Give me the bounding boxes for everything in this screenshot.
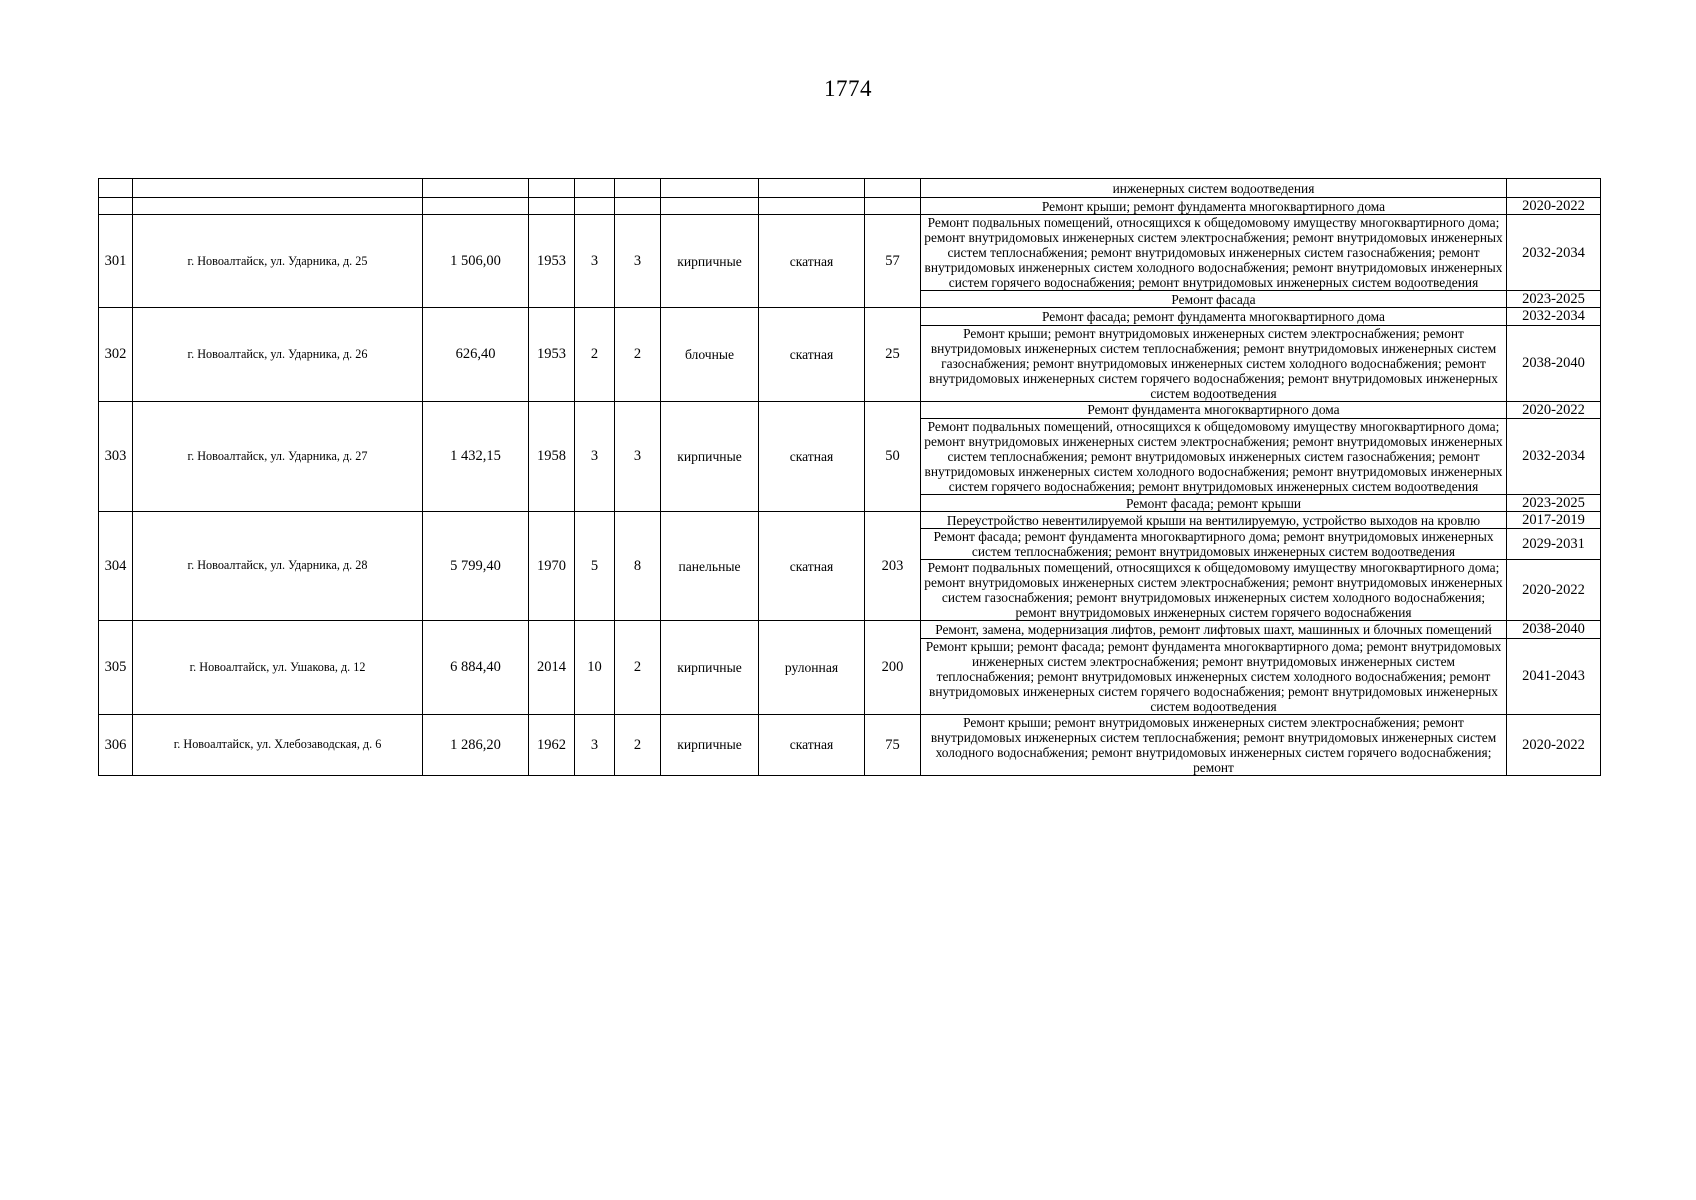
period-cell: 2029-2031 [1507,529,1601,560]
work-cell: Ремонт крыши; ремонт внутридомовых инженерных систем электроснабжения; ремонт внутридомовых инженерных систем теплоснабжения; ремонт внутридомовых инженерных систем газоснабжения; ремонт внутридомовых инженерных систем холодного водоснабжения; ремонт внутридомовых инженерных систем горячего водоснабжения; ремонт внутридомовых инженерных систем водоотведения [921,325,1507,401]
cell-blank [575,198,615,215]
address-cell: г. Новоалтайск, ул. Хлебозаводская, д. 6 [133,714,423,775]
work-cell: Переустройство невентилируемой крыши на вентилируемую, устройство выходов на кровлю [921,512,1507,529]
period-cell [1507,179,1601,198]
cell-blank [759,198,865,215]
record-number: 305 [99,621,133,714]
floors-cell: 2 [575,308,615,401]
year-built-cell: 1962 [529,714,575,775]
cell-blank [865,179,921,198]
roof-type-cell: скатная [759,308,865,401]
record-row [99,215,1601,291]
cell-blank [575,179,615,198]
period-cell: 2020-2022 [1507,401,1601,418]
record-row [99,308,1601,325]
roof-type-cell: скатная [759,401,865,511]
period-cell: 2038-2040 [1507,621,1601,638]
period-cell: 2023-2025 [1507,291,1601,308]
work-cell: Ремонт крыши; ремонт внутридомовых инженерных систем электроснабжения; ремонт внутридомовых инженерных систем теплоснабжения; ремонт внутридомовых инженерных систем холодного водоснабжения; ремонт внутридомовых инженерных систем горячего водоснабжения; ремонт [921,714,1507,775]
period-cell: 2017-2019 [1507,512,1601,529]
cell-blank [661,179,759,198]
address-cell: г. Новоалтайск, ул. Ударника, д. 26 [133,308,423,401]
cell-blank [759,179,865,198]
wall-material-cell: кирпичные [661,621,759,714]
period-cell: 2032-2034 [1507,418,1601,494]
area-cell: 1 286,20 [423,714,529,775]
record-number: 301 [99,215,133,308]
work-cell: Ремонт фасада [921,291,1507,308]
period-cell: 2020-2022 [1507,198,1601,215]
entrances-cell: 8 [615,512,661,621]
work-cell: Ремонт крыши; ремонт фасада; ремонт фундамента многоквартирного дома; ремонт внутридомовых инженерных систем электроснабжения; ремонт внутридомовых инженерных систем теплоснабжения; ремонт внутридомовых инженерных систем холодного водоснабжения; ремонт внутридомовых инженерных систем горячего водоснабжения; ремонт внутридомовых инженерных систем водоотведения [921,638,1507,714]
residents-cell: 25 [865,308,921,401]
year-built-cell: 1958 [529,401,575,511]
wall-material-cell: кирпичные [661,215,759,308]
period-cell: 2032-2034 [1507,308,1601,325]
cell-blank [133,179,423,198]
floors-cell: 3 [575,401,615,511]
period-cell: 2023-2025 [1507,494,1601,511]
cell-blank [423,179,529,198]
record-number: 304 [99,512,133,621]
roof-type-cell: скатная [759,215,865,308]
residents-cell: 203 [865,512,921,621]
housing-register-table [98,178,1601,776]
cell-blank [133,198,423,215]
record-row [99,512,1601,529]
entrances-cell: 3 [615,401,661,511]
residents-cell: 75 [865,714,921,775]
work-cell: Ремонт, замена, модернизация лифтов, ремонт лифтовых шахт, машинных и блочных помещений [921,621,1507,638]
cell-blank [615,179,661,198]
record-row [99,401,1601,418]
period-cell: 2020-2022 [1507,714,1601,775]
record-row [99,714,1601,775]
area-cell: 626,40 [423,308,529,401]
record-number: 303 [99,401,133,511]
work-cell: инженерных систем водоотведения [921,179,1507,198]
year-built-cell: 2014 [529,621,575,714]
wall-material-cell: кирпичные [661,714,759,775]
area-cell: 1 506,00 [423,215,529,308]
address-cell: г. Новоалтайск, ул. Ударника, д. 27 [133,401,423,511]
cell-blank [615,198,661,215]
address-cell: г. Новоалтайск, ул. Ударника, д. 25 [133,215,423,308]
period-cell: 2038-2040 [1507,325,1601,401]
area-cell: 1 432,15 [423,401,529,511]
entrances-cell: 2 [615,621,661,714]
cell-blank [529,198,575,215]
floors-cell: 3 [575,215,615,308]
cell-blank [661,198,759,215]
floors-cell: 3 [575,714,615,775]
cell-blank [99,198,133,215]
record-row [99,621,1601,638]
carryover-row [99,198,1601,215]
work-cell: Ремонт крыши; ремонт фундамента многоквартирного дома [921,198,1507,215]
work-cell: Ремонт фасада; ремонт фундамента многоквартирного дома [921,308,1507,325]
page-number: 1774 [824,76,872,101]
year-built-cell: 1970 [529,512,575,621]
residents-cell: 57 [865,215,921,308]
period-cell: 2041-2043 [1507,638,1601,714]
year-built-cell: 1953 [529,215,575,308]
entrances-cell: 2 [615,308,661,401]
work-cell: Ремонт фасада; ремонт крыши [921,494,1507,511]
carryover-row [99,179,1601,198]
address-cell: г. Новоалтайск, ул. Ударника, д. 28 [133,512,423,621]
register-body [99,179,1601,776]
record-number: 306 [99,714,133,775]
work-cell: Ремонт фасада; ремонт фундамента многоквартирного дома; ремонт внутридомовых инженерных систем теплоснабжения; ремонт внутридомовых инженерных систем водоотведения [921,529,1507,560]
residents-cell: 200 [865,621,921,714]
area-cell: 6 884,40 [423,621,529,714]
wall-material-cell: панельные [661,512,759,621]
cell-blank [529,179,575,198]
cell-blank [423,198,529,215]
period-cell: 2032-2034 [1507,215,1601,291]
work-cell: Ремонт подвальных помещений, относящихся к общедомовому имуществу многоквартирного дома; ремонт внутридомовых инженерных систем электроснабжения; ремонт внутридомовых инженерных систем теплоснабжения; ремонт внутридомовых инженерных систем газоснабжения; ремонт внутридомовых инженерных систем холодного водоснабжения; ремонт внутридомовых инженерных систем горячего водоснабжения; ремонт внутридомовых инженерных систем водоотведения [921,215,1507,291]
roof-type-cell: скатная [759,714,865,775]
roof-type-cell: рулонная [759,621,865,714]
record-number: 302 [99,308,133,401]
floors-cell: 5 [575,512,615,621]
work-cell: Ремонт подвальных помещений, относящихся к общедомовому имуществу многоквартирного дома; ремонт внутридомовых инженерных систем электроснабжения; ремонт внутридомовых инженерных систем теплоснабжения; ремонт внутридомовых инженерных систем газоснабжения; ремонт внутридомовых инженерных систем холодного водоснабжения; ремонт внутридомовых инженерных систем горячего водоснабжения; ремонт внутридомовых инженерных систем водоотведения [921,418,1507,494]
roof-type-cell: скатная [759,512,865,621]
cell-blank [865,198,921,215]
work-cell: Ремонт фундамента многоквартирного дома [921,401,1507,418]
work-cell: Ремонт подвальных помещений, относящихся к общедомовому имуществу многоквартирного дома; ремонт внутридомовых инженерных систем электроснабжения; ремонт внутридомовых инженерных систем газоснабжения; ремонт внутридомовых инженерных систем холодного водоснабжения; ремонт внутридомовых инженерных систем горячего водоснабжения [921,560,1507,621]
year-built-cell: 1953 [529,308,575,401]
address-cell: г. Новоалтайск, ул. Ушакова, д. 12 [133,621,423,714]
period-cell: 2020-2022 [1507,560,1601,621]
entrances-cell: 3 [615,215,661,308]
residents-cell: 50 [865,401,921,511]
area-cell: 5 799,40 [423,512,529,621]
cell-blank [99,179,133,198]
entrances-cell: 2 [615,714,661,775]
wall-material-cell: блочные [661,308,759,401]
floors-cell: 10 [575,621,615,714]
wall-material-cell: кирпичные [661,401,759,511]
